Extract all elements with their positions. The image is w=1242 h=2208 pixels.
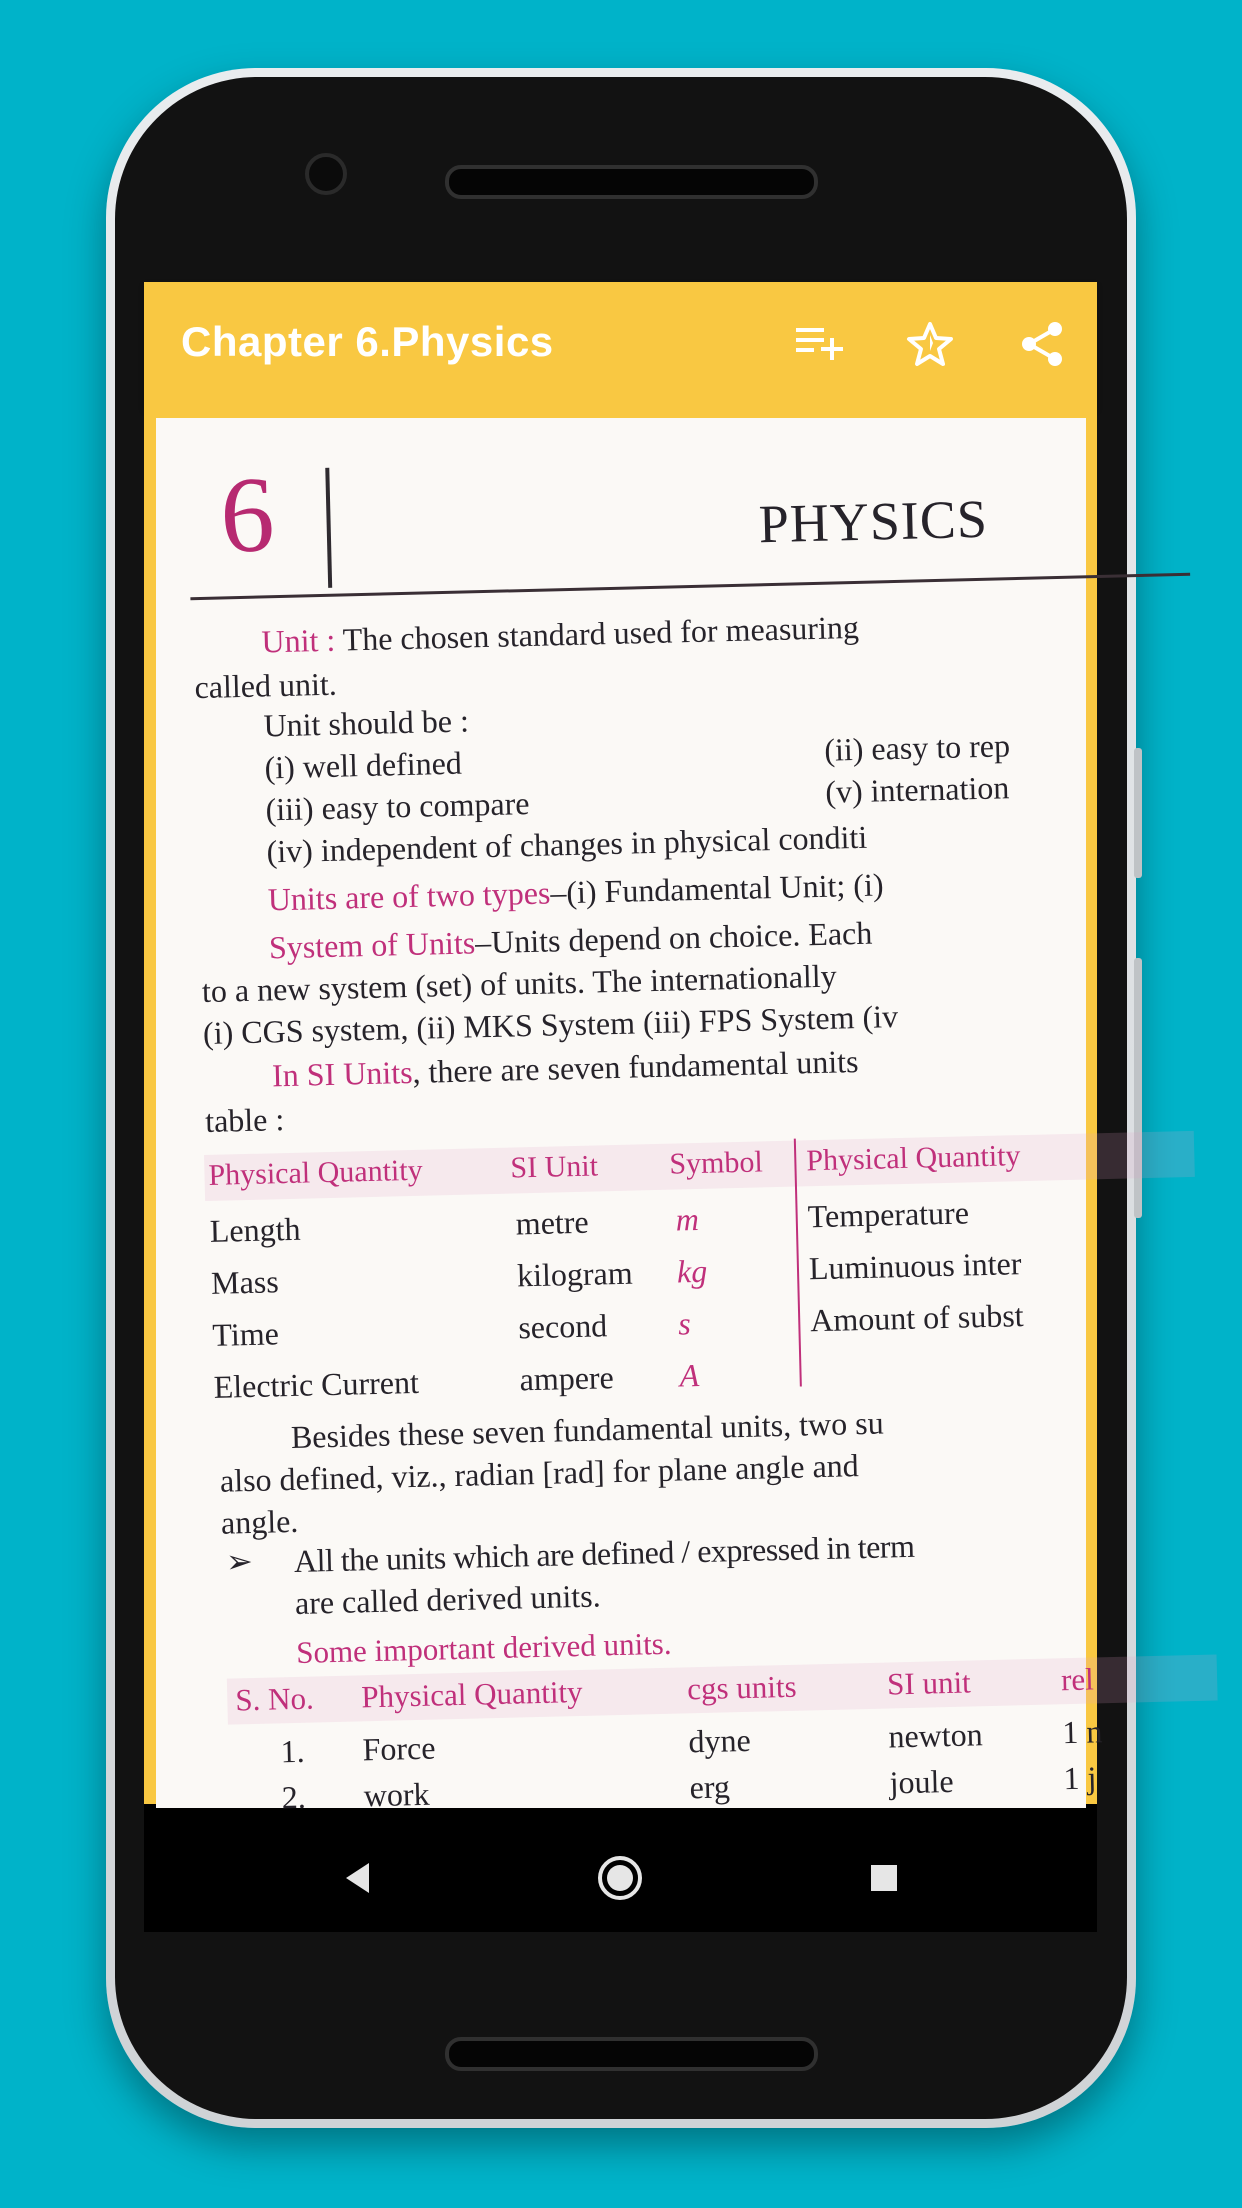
favorite-button[interactable] bbox=[898, 312, 962, 376]
unit-should-be: Unit should be : bbox=[263, 702, 470, 744]
table1-cell: kg bbox=[676, 1252, 708, 1290]
unit-definition-cont: called unit. bbox=[194, 665, 338, 706]
star-outline-icon bbox=[906, 321, 954, 367]
table2-cell: joule bbox=[889, 1762, 954, 1801]
table2-header: S. No. bbox=[234, 1680, 315, 1718]
table1-header: Symbol bbox=[668, 1145, 764, 1181]
table1-cell: metre bbox=[515, 1203, 590, 1242]
bullet-arrow-icon: ➢ bbox=[225, 1541, 254, 1581]
table2-cell: 1. bbox=[280, 1732, 306, 1770]
system-text: –Units depend on choice. Each bbox=[474, 914, 873, 961]
table1-cell: s bbox=[677, 1305, 692, 1342]
derived-line-1: All the units which are defined / expressed in term bbox=[293, 1527, 915, 1579]
table2-header: rel bbox=[1060, 1661, 1095, 1698]
si-units bbox=[272, 1043, 859, 1094]
table2-cell: Force bbox=[362, 1729, 436, 1768]
table2-cell: erg bbox=[689, 1768, 731, 1806]
back-icon bbox=[343, 1861, 373, 1895]
chapter-number: 6 bbox=[218, 455, 276, 576]
app-bar bbox=[144, 282, 1097, 408]
si-label: In SI Units bbox=[271, 1053, 413, 1094]
system-nav-bar bbox=[144, 1822, 1097, 1932]
besides-line-1: Besides these seven fundamental units, two su bbox=[290, 1404, 884, 1456]
textbook-page-image[interactable] bbox=[156, 418, 1103, 1816]
besides-line-2: also defined, viz., radian [rad] for plane angle and bbox=[219, 1447, 860, 1499]
unit-definition bbox=[261, 609, 859, 661]
table1-cell: A bbox=[679, 1357, 700, 1394]
table1-cell: Electric Current bbox=[213, 1363, 420, 1405]
list-item-iv: (iv) independent of changes in physical conditi bbox=[266, 818, 868, 870]
table1-cell: Luminuous inter bbox=[808, 1245, 1022, 1287]
list-item-ii: (ii) easy to rep bbox=[823, 727, 1011, 768]
table1-header: SI Unit bbox=[510, 1149, 599, 1185]
unit-label: Unit : bbox=[261, 621, 336, 660]
unit-types-label: Units are of two types bbox=[267, 874, 551, 918]
content-area bbox=[144, 408, 1103, 1816]
table2-cell: dyne bbox=[688, 1721, 752, 1760]
system-label: System of Units bbox=[268, 924, 476, 966]
list-item-iii: (iii) easy to compare bbox=[265, 784, 530, 828]
chapter-title: PHYSICS bbox=[758, 488, 989, 555]
page-text bbox=[156, 392, 1240, 1817]
table1-cell: ampere bbox=[519, 1359, 615, 1398]
unit-types bbox=[267, 866, 884, 918]
besides-line-3: angle. bbox=[220, 1502, 299, 1541]
si-table-intro: table : bbox=[204, 1101, 285, 1140]
table1-cell: kilogram bbox=[516, 1254, 633, 1294]
list-item-i: (i) well defined bbox=[264, 744, 463, 786]
table1-cell: Temperature bbox=[807, 1194, 970, 1235]
playlist-add-icon bbox=[794, 324, 848, 364]
chapter-divider bbox=[325, 468, 332, 588]
nav-recents-button[interactable] bbox=[854, 1848, 914, 1908]
system-line-2: to a new system (set) of units. The internationally bbox=[201, 957, 838, 1010]
si-text: , there are seven fundamental units bbox=[412, 1043, 859, 1090]
table2-cell: 1 j bbox=[1063, 1759, 1097, 1797]
table2-header: cgs units bbox=[686, 1668, 797, 1707]
table1-cell: second bbox=[517, 1307, 608, 1346]
list-item-v: (v) internation bbox=[824, 769, 1010, 810]
screen bbox=[144, 282, 1103, 1932]
unit-text: The chosen standard used for measuring bbox=[334, 608, 860, 658]
derived-heading: Some important derived units. bbox=[295, 1625, 672, 1670]
table2-cell: newton bbox=[887, 1716, 984, 1755]
front-camera bbox=[305, 153, 347, 195]
table2-cell: 2. bbox=[281, 1778, 307, 1816]
top-speaker bbox=[445, 165, 818, 199]
recents-icon bbox=[869, 1863, 899, 1893]
home-icon bbox=[596, 1854, 644, 1902]
share-icon bbox=[1019, 320, 1065, 368]
table2-header: Physical Quantity bbox=[360, 1673, 583, 1715]
derived-line-2: are called derived units. bbox=[294, 1577, 601, 1621]
table1-header: Physical Quantity bbox=[805, 1139, 1021, 1178]
table1-cell: Time bbox=[211, 1315, 280, 1353]
unit-types-text: –(i) Fundamental Unit; (i) bbox=[549, 866, 884, 911]
nav-back-button[interactable] bbox=[328, 1848, 388, 1908]
nav-home-button[interactable] bbox=[590, 1848, 650, 1908]
table1-header: Physical Quantity bbox=[208, 1153, 424, 1192]
add-to-playlist-button[interactable] bbox=[789, 312, 853, 376]
table1-cell: Mass bbox=[210, 1263, 280, 1301]
table1-cell: Amount of subst bbox=[809, 1297, 1024, 1339]
bottom-speaker bbox=[445, 2037, 818, 2071]
system-line-3: (i) CGS system, (ii) MKS System (iii) FPS System (iv bbox=[202, 998, 899, 1052]
share-button[interactable] bbox=[1010, 312, 1074, 376]
table1-cell: m bbox=[675, 1200, 700, 1238]
table2-cell: 1 n bbox=[1061, 1713, 1103, 1751]
table1-cell: Length bbox=[209, 1210, 301, 1249]
table2-cell: work bbox=[363, 1775, 430, 1814]
table2-header: SI unit bbox=[886, 1664, 972, 1702]
page-title: Chapter 6.Physics bbox=[181, 318, 554, 365]
chapter-underline bbox=[190, 573, 1190, 600]
